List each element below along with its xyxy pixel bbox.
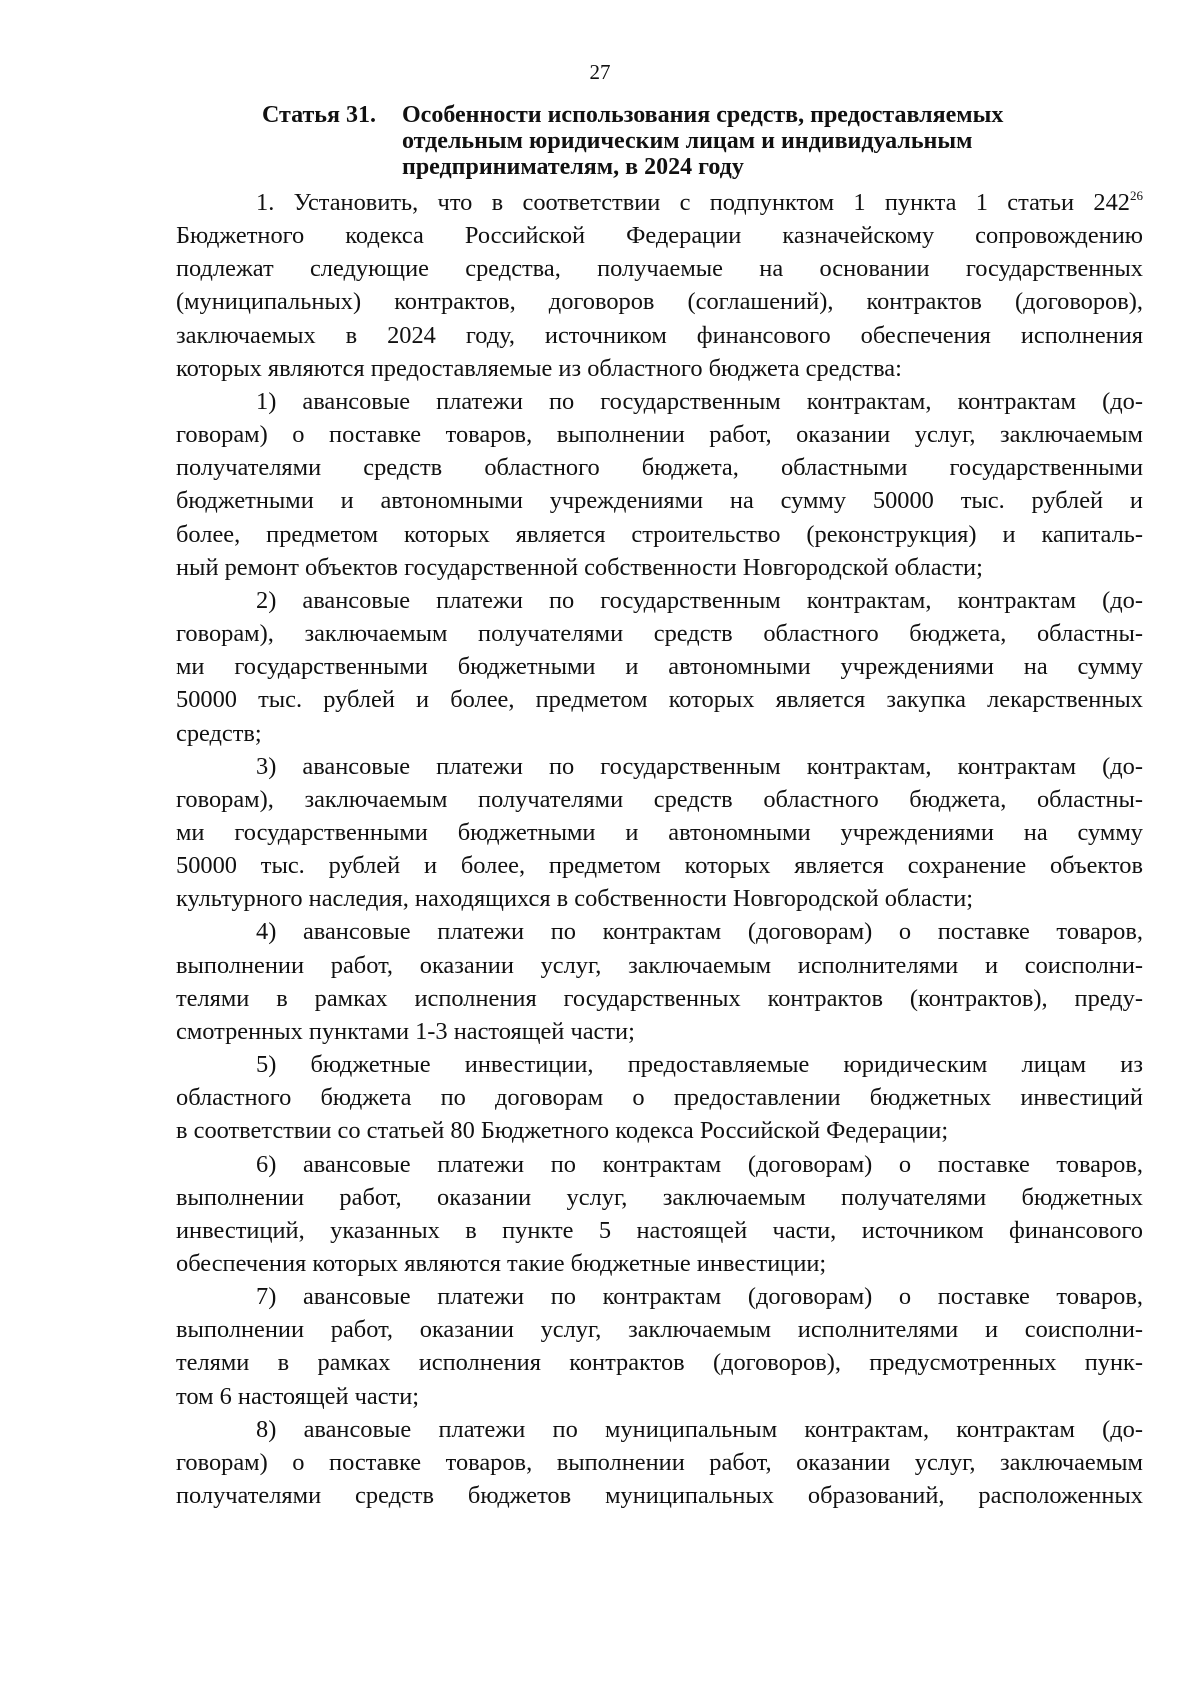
article-number-superscript: 26: [1130, 188, 1143, 203]
text-line: областного бюджета по договорам о предоставлении бюджетных инвестиций: [176, 1084, 1143, 1112]
paragraph-3: [176, 584, 1143, 750]
paragraph-8: [176, 1280, 1143, 1413]
text-line: 4) авансовые платежи по контрактам (договорам) о поставке товаров,: [256, 918, 1143, 946]
text-line: которых являются предоставляемые из областного бюджета средства:: [176, 354, 902, 382]
text-line: получателями средств областного бюджета, областными государственными: [176, 454, 1143, 482]
text-line: говорам), заключаемым получателями средств областного бюджета, областны-: [176, 785, 1143, 813]
text-line: 5) бюджетные инвестиции, предоставляемые юридическим лицам из: [256, 1051, 1143, 1079]
text-line: том 6 настоящей части;: [176, 1382, 420, 1410]
article-title-line: предпринимателям, в 2024 году: [402, 154, 744, 180]
article-body: [176, 186, 1143, 1512]
text-line: заключаемых в 2024 году, источником финансового обеспечения исполнения: [176, 321, 1143, 349]
paragraph-1: [176, 186, 1143, 385]
page-number: 27: [589, 60, 611, 84]
text-line: (муниципальных) контрактов, договоров (соглашений), контрактов (договоров),: [176, 288, 1143, 316]
text-line: 8) авансовые платежи по муниципальным контрактам, контрактам (до-: [256, 1415, 1143, 1443]
text-line: Бюджетного кодекса Российской Федерации казначейскому сопровождению: [176, 222, 1143, 250]
text-line: выполнении работ, оказании услуг, заключаемым исполнителями и соисполни-: [176, 951, 1143, 979]
text-line: ный ремонт объектов государственной собственности Новгородской области;: [176, 553, 983, 581]
paragraph-4: [176, 750, 1143, 916]
article-title: [402, 102, 1142, 180]
text-line: 3) авансовые платежи по государственным контрактам, контрактам (до-: [256, 752, 1143, 780]
text-line: ми государственными бюджетными и автономными учреждениями на сумму: [176, 653, 1143, 681]
text-line: культурного наследия, находящихся в собственности Новгородской области;: [176, 885, 974, 913]
article-label: Статья 31.: [262, 102, 376, 128]
text-line: выполнении работ, оказании услуг, заключаемым получателями бюджетных: [176, 1183, 1143, 1211]
text-line: в соответствии со статьей 80 Бюджетного кодекса Российской Федерации;: [176, 1117, 949, 1145]
text-line: телями в рамках исполнения контрактов (договоров), предусмотренных пунк-: [176, 1349, 1143, 1377]
text-line: 50000 тыс. рублей и более, предметом которых является сохранение объектов: [176, 852, 1143, 880]
text-line: говорам), заключаемым получателями средств областного бюджета, областны-: [176, 620, 1143, 648]
paragraph-9: [176, 1413, 1143, 1512]
text-line: ми государственными бюджетными и автономными учреждениями на сумму: [176, 818, 1143, 846]
text-line: выполнении работ, оказании услуг, заключаемым исполнителями и соисполни-: [176, 1316, 1143, 1344]
paragraph-6: [176, 1048, 1143, 1147]
text-line: смотренных пунктами 1-3 настоящей части;: [176, 1017, 635, 1045]
text-line: более, предметом которых является строительство (реконструкция) и капиталь-: [176, 520, 1143, 548]
text-line: 7) авансовые платежи по контрактам (договорам) о поставке товаров,: [256, 1283, 1143, 1311]
text-line: телями в рамках исполнения государственных контрактов (контрактов), преду-: [176, 984, 1143, 1012]
text-line: обеспечения которых являются такие бюджетные инвестиции;: [176, 1250, 827, 1277]
paragraph-7: [176, 1148, 1143, 1281]
text-line: подлежат следующие средства, получаемые на основании государственных: [176, 255, 1143, 283]
article-heading: [262, 102, 1142, 180]
text-line: инвестиций, указанных в пункте 5 настоящей части, источником финансового: [176, 1216, 1143, 1244]
text-line: говорам) о поставке товаров, выполнении работ, оказании услуг, заключаемым: [176, 1448, 1143, 1476]
paragraph-5: [176, 915, 1143, 1048]
article-title-line: отдельным юридическим лицам и индивидуальным: [402, 128, 973, 154]
text-line: средств;: [176, 719, 262, 747]
text-line: 50000 тыс. рублей и более, предметом которых является закупка лекарственных: [176, 686, 1143, 714]
text-line: говорам) о поставке товаров, выполнении работ, оказании услуг, заключаемым: [176, 421, 1143, 449]
paragraph-2: [176, 385, 1143, 584]
text-line: 2) авансовые платежи по государственным контрактам, контрактам (до-: [256, 586, 1143, 614]
text-line: 6) авансовые платежи по контрактам (договорам) о поставке товаров,: [256, 1150, 1143, 1178]
text-line: бюджетными и автономными учреждениями на сумму 50000 тыс. рублей и: [176, 487, 1143, 515]
text-line: 1) авансовые платежи по государственным контрактам, контрактам (до-: [256, 387, 1143, 415]
article-title-line: Особенности использования средств, предоставляемых: [402, 102, 1004, 128]
text-line: 1. Установить, что в соответствии с подпунктом 1 пункта 1 статьи 242$^{26}$: [256, 188, 1143, 216]
text-line: получателями средств бюджетов муниципальных образований, расположенных: [176, 1482, 1143, 1510]
